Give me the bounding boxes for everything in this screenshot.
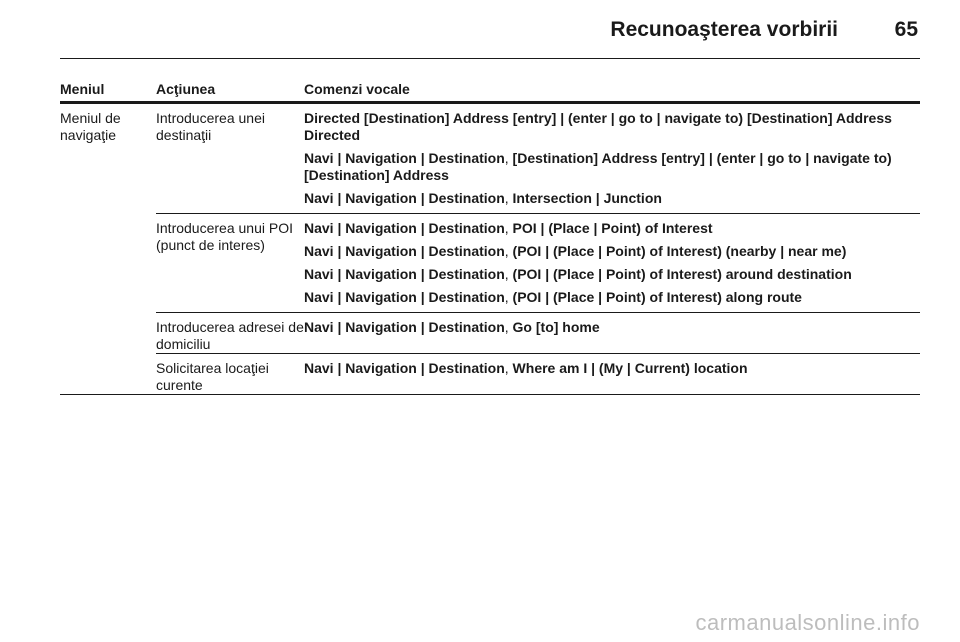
watermark-logo: carmanualsonline.info <box>695 610 920 635</box>
voice-command: Navi | Navigation | Destination, POI | (Place | Point) of Interest <box>304 220 713 236</box>
voice-command: Navi | Navigation | Destination, (POI | (Place | Point) of Interest) (nearby | near me) <box>304 243 847 259</box>
action-cell: Introducerea unui POI (punct de interes) <box>156 220 293 253</box>
table-header <box>60 78 920 104</box>
table-row-navigation-menu <box>60 104 920 395</box>
table-row <box>156 104 920 214</box>
voice-command: Directed [Destination] Address [entry] | (enter | go to | navigate to) [Destination] Address Directed <box>304 110 892 143</box>
commands-cell <box>304 104 920 213</box>
action-cell: Introducerea unei destinaţii <box>156 110 265 143</box>
page-number: 65 <box>894 18 918 41</box>
commands-cell <box>304 214 920 312</box>
action-cell: Solicitarea locaţiei curente <box>156 360 269 393</box>
voice-command: Navi | Navigation | Destination, (POI | (Place | Point) of Interest) along route <box>304 289 802 305</box>
table-row <box>156 313 920 354</box>
column-header-commands: Comenzi vocale <box>304 81 410 97</box>
voice-command: Navi | Navigation | Destination, Intersection | Junction <box>304 190 662 206</box>
menu-cell: Meniul de navigaţie <box>60 110 121 143</box>
voice-command: Navi | Navigation | Destination, [Destination] Address [entry] | (enter | go to | navigate to) [Destination] Address <box>304 150 892 183</box>
column-header-action: Acţiunea <box>156 81 216 97</box>
voice-commands-table <box>60 78 920 395</box>
table-row <box>156 354 920 394</box>
commands-cell <box>304 313 920 353</box>
action-cell: Introducerea adresei de domiciliu <box>156 319 304 352</box>
navigation-actions <box>156 104 920 394</box>
header-divider <box>60 58 920 59</box>
page-header <box>60 14 920 48</box>
voice-command: Navi | Navigation | Destination, (POI | (Place | Point) of Interest) around destination <box>304 266 852 282</box>
column-header-menu: Meniul <box>60 81 105 97</box>
voice-command: Navi | Navigation | Destination, Where am I | (My | Current) location <box>304 360 748 376</box>
page-title: Recunoaşterea vorbirii <box>610 18 838 41</box>
commands-cell <box>304 354 920 394</box>
voice-command: Navi | Navigation | Destination, Go [to] home <box>304 319 600 335</box>
table-row <box>156 214 920 313</box>
